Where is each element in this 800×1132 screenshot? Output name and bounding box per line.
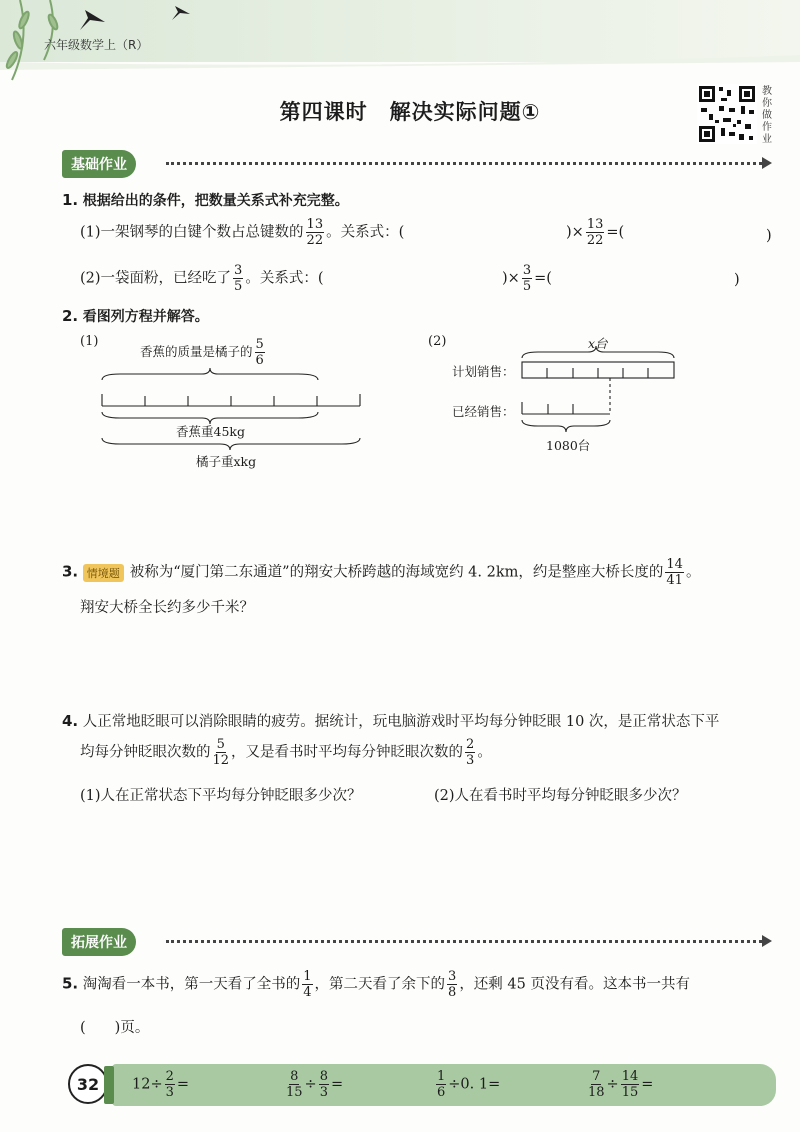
q4-line-2: 均每分钟眨眼次数的 $\frac{5}{12}$ ，又是看书时平均每分钟眨眼次数的 $\frac{2}{3}$ 。: [80, 737, 492, 768]
qr-side-text: 教你做作业: [762, 86, 772, 145]
section-divider: [166, 162, 762, 165]
footer-exercise-2: $\frac{8}{15}$ ÷ $\frac{8}{3}$ =: [286, 1069, 344, 1100]
section-divider: [166, 940, 762, 943]
page-title: 第四课时 解决实际问题①: [279, 100, 541, 124]
section-extend: [62, 928, 774, 954]
q3-line-2: 翔安大桥全长约多少千米？: [80, 600, 254, 616]
footer-exercise-1: 12÷ $\frac{2}{3}$ =: [132, 1069, 190, 1100]
question-4: 4. 人正常地眨眼可以消除眼睛的疲劳。据统计，玩电脑游戏时平均每分钟眨眼 10 次，是正常状态下平: [62, 712, 720, 730]
diagram-1-label: (1): [80, 334, 99, 349]
q1-text: 根据给出的条件，把数量关系式补充完整。: [82, 193, 349, 209]
diagram-1-top-text: 香蕉的质量是橘子的 $\frac{5}{6}$: [140, 337, 264, 368]
q1-part-2-formula: )× $\frac{3}{5}$ =(: [502, 263, 552, 294]
diagram-2-x-label: x台: [588, 336, 608, 351]
fraction: $\frac{13}{22}$: [306, 217, 324, 248]
question-5: 5. 淘淘看一本书，第一天看了全书的 $\frac{1}{4}$ ，第二天看了余下的 $\frac{3}{8}$ ，还剩 45 页没有看。这本书一共有: [62, 969, 690, 1000]
q4-sub-2: (2)人在看书时平均每分钟眨眼多少次？: [434, 788, 687, 804]
page-number-badge: [68, 1064, 108, 1104]
section-basic: [62, 150, 774, 176]
footer-exercise-3: $\frac{1}{6}$ ÷0. 1=: [437, 1069, 501, 1100]
footer-exercise-4: $\frac{7}{18}$ ÷ $\frac{14}{15}$ =: [588, 1069, 654, 1100]
diagram-2-amount: 1080台: [546, 438, 591, 453]
q1-part-1-formula: )× $\frac{13}{22}$ =(: [566, 217, 625, 248]
diagram-2-label: (2): [428, 334, 447, 349]
footer-tab: [104, 1066, 114, 1104]
diagram-2: [428, 332, 688, 462]
q4-sub-1: (1)人在正常状态下平均每分钟眨眼多少次？: [80, 788, 362, 804]
section-basic-label: 基础作业: [62, 150, 136, 178]
q1-part-2-end: ): [734, 272, 740, 288]
diagram-1-bottom-label: 橘子重xkg: [196, 454, 257, 469]
q1-part-2: (2)一袋面粉，已经吃了 $\frac{3}{5}$ 。关系式：(: [80, 263, 324, 294]
question-2: 2. 看图列方程并解答。: [62, 307, 209, 325]
q1-part-1: (1)一架钢琴的白键个数占总键数的 $\frac{13}{22}$ 。关系式：(: [80, 217, 405, 248]
qr-code-icon[interactable]: [697, 84, 757, 144]
question-3: 3. 情境题 被称为“厦门第二东通道”的翔安大桥跨越的海域宽约 4. 2km，约是整座大桥长度的 $\frac{14}{41}$ 。: [62, 557, 701, 588]
arrow-right-icon: [762, 157, 772, 169]
diagram-1-mid-label: 香蕉重45kg: [176, 424, 245, 439]
diagram-2-plan-label: 计划销售：: [452, 364, 515, 379]
q5-line-2: ( )页。: [80, 1020, 150, 1036]
q1-part-1-end: ): [766, 228, 772, 244]
diagram-2-sold-label: 已经销售：: [452, 404, 515, 419]
page-number: 32: [76, 1074, 100, 1094]
section-extend-label: 拓展作业: [62, 928, 136, 956]
context-tag: 情境题: [83, 564, 124, 582]
arrow-right-icon: [762, 935, 772, 947]
diagram-1: [80, 332, 380, 482]
grade-label: 六年级数学上（R）: [44, 38, 149, 52]
question-1: 1. 根据给出的条件，把数量关系式补充完整。: [62, 191, 349, 209]
